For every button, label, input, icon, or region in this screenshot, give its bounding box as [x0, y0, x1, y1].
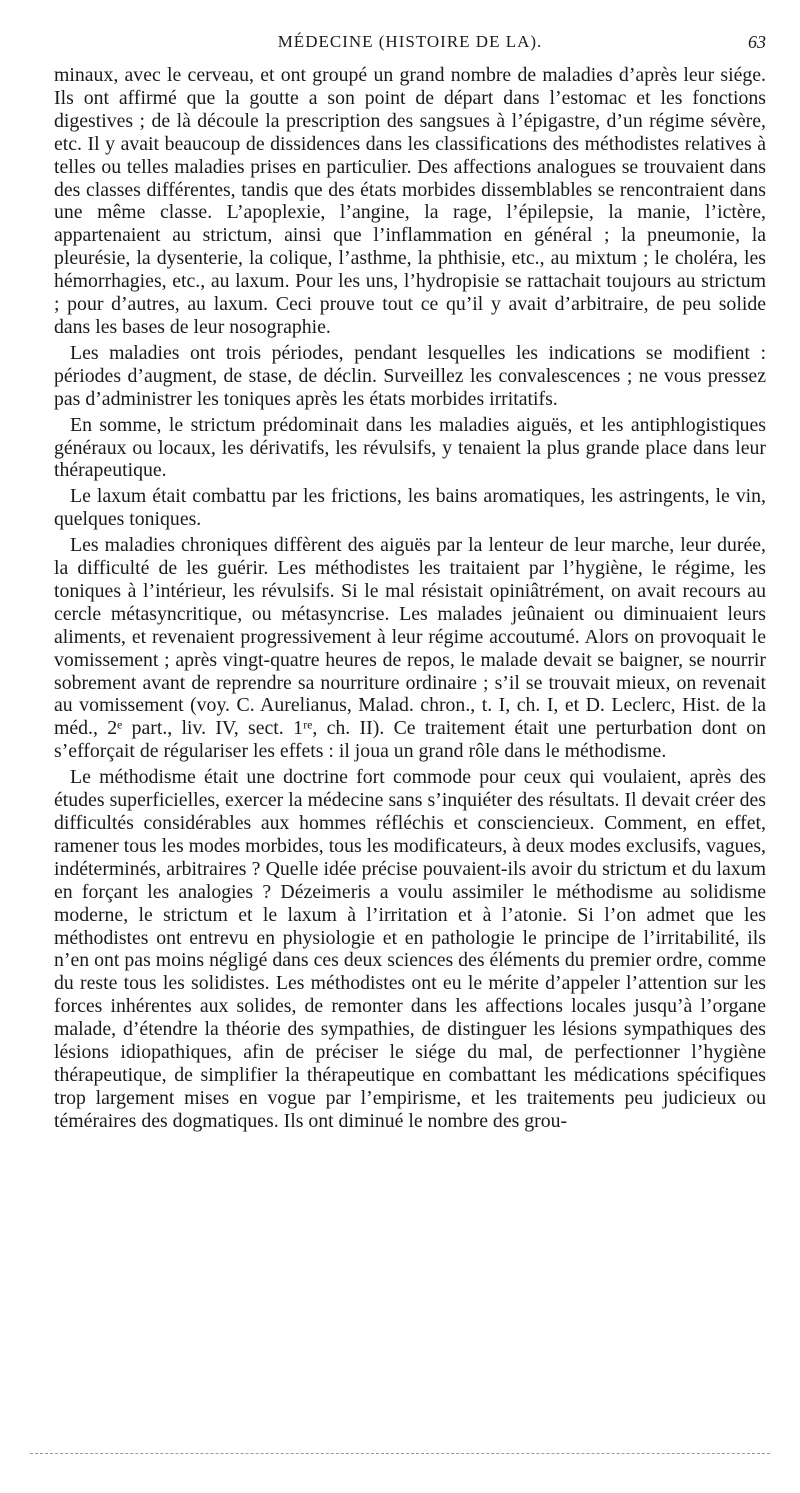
footer-rule	[30, 1453, 770, 1454]
paragraph: minaux, avec le cerveau, et ont groupé un grand nombre de maladies d’après leur siége. Ils ont affirmé que la goutte a son point de départ dans l’estomac et les fonctions digestives ; de là découle la prescription des sangsues à l’épigastre, d’un régime sévère, etc. Il y avait beaucoup de dissidences dans les classifications des méthodistes relatives à telles ou telles maladies prises en particulier. Des affections analogues se trouvaient dans des classes différentes, tandis que des états morbides dissemblables se rencontraient dans une même classe. L’apoplexie, l’angine, la rage, l’épilepsie, la manie, l’ictère, appartenaient au strictum, ainsi que l’inflammation en général ; la pneumonie, la pleurésie, la dysenterie, la colique, l’asthme, la phthisie, etc., au mixtum ; le choléra, les hémorrhagies, etc., au laxum. Pour les uns, l’hydropisie se rattachait toujours au strictum ; pour d’autres, au laxum. Ceci prouve tout ce qu’il y avait d’arbitraire, de peu solide dans les bases de leur nosographie.	[54, 64, 766, 338]
paragraph: Les maladies ont trois périodes, pendant lesquelles les indications se modifient : périodes d’augment, de stase, de déclin. Surveillez les convalescences ; ne vous pressez pas d’administrer les toniques après les états morbides irritatifs.	[54, 341, 766, 410]
paragraph: Le méthodisme était une doctrine fort commode pour ceux qui voulaient, après des études superficielles, exercer la médecine sans s’inquiéter des résultats. Il devait créer des difficultés considérables aux hommes réfléchis et consciencieux. Comment, en effet, ramener tous les modes morbides, tous les modificateurs, à deux modes exclusifs, vagues, indéterminés, arbitraires ? Quelle idée précise pouvaient-ils avoir du strictum et du laxum en forçant les analogies ? Dézeimeris a voulu assimiler le méthodisme au solidisme moderne, le strictum et le laxum à l’irritation et à l’atonie. Si l’on admet que les méthodistes ont entrevu en physiologie et en pathologie le principe de l’irritabilité, ils n’en ont pas moins négligé dans ces deux sciences des éléments du premier ordre, comme du reste tous les solidistes. Les méthodistes ont eu le mérite d’appeler l’attention sur les forces inhérentes aux solides, de remonter dans les affections locales jusqu’à l’organe malade, d’étendre la théorie des sympathies, de distinguer les lésions sympathiques des lésions idiopathiques, afin de préciser le siége du mal, de perfectionner l’hygiène thérapeutique, de simplifier la thérapeutique en combattant les médications spécifiques trop largement mises en vogue par l’empirisme, et les traitements peu judicieux ou téméraires des dogmatiques. Ils ont diminué le nombre des grou-	[54, 766, 766, 1132]
running-title: MÉDECINE (HISTOIRE DE LA).	[277, 32, 543, 51]
running-head	[54, 32, 766, 58]
page-number: 63	[748, 32, 766, 52]
paragraph: En somme, le strictum prédominait dans les maladies aiguës, et les antiphlogistiques généraux ou locaux, les dérivatifs, les révulsifs, y tenaient la plus grande place dans leur thérapeutique.	[54, 413, 766, 482]
body-text	[54, 64, 766, 1133]
paragraph: Le laxum était combattu par les frictions, les bains aromatiques, les astringents, le vin, quelques toniques.	[54, 485, 766, 531]
paragraph: Les maladies chroniques diffèrent des aiguës par la lenteur de leur marche, leur durée, la difficulté de les guérir. Les méthodistes les traitaient par l’hygiène, le régime, les toniques à l’intérieur, les révulsifs. Si le mal résistait opiniâtrément, on avait recours au cercle métasyncritique, ou métasyncrise. Les malades jeûnaient ou diminuaient leurs aliments, et revenaient progressivement à leur régime accoutumé. Alors on provoquait le vomissement ; après vingt-quatre heures de repos, le malade devait se baigner, se nourrir sobrement avant de reprendre sa nourriture ordinaire ; s’il se trouvait mieux, on revenait au vomissement (voy. C. Aurelianus, Malad. chron., t. I, ch. I, et D. Leclerc, Hist. de la méd., 2ᵉ part., liv. IV, sect. 1ʳᵉ, ch. II). Ce traitement était une perturbation dont on s’efforçait de régulariser les effets : il joua un grand rôle dans le méthodisme.	[54, 534, 766, 763]
